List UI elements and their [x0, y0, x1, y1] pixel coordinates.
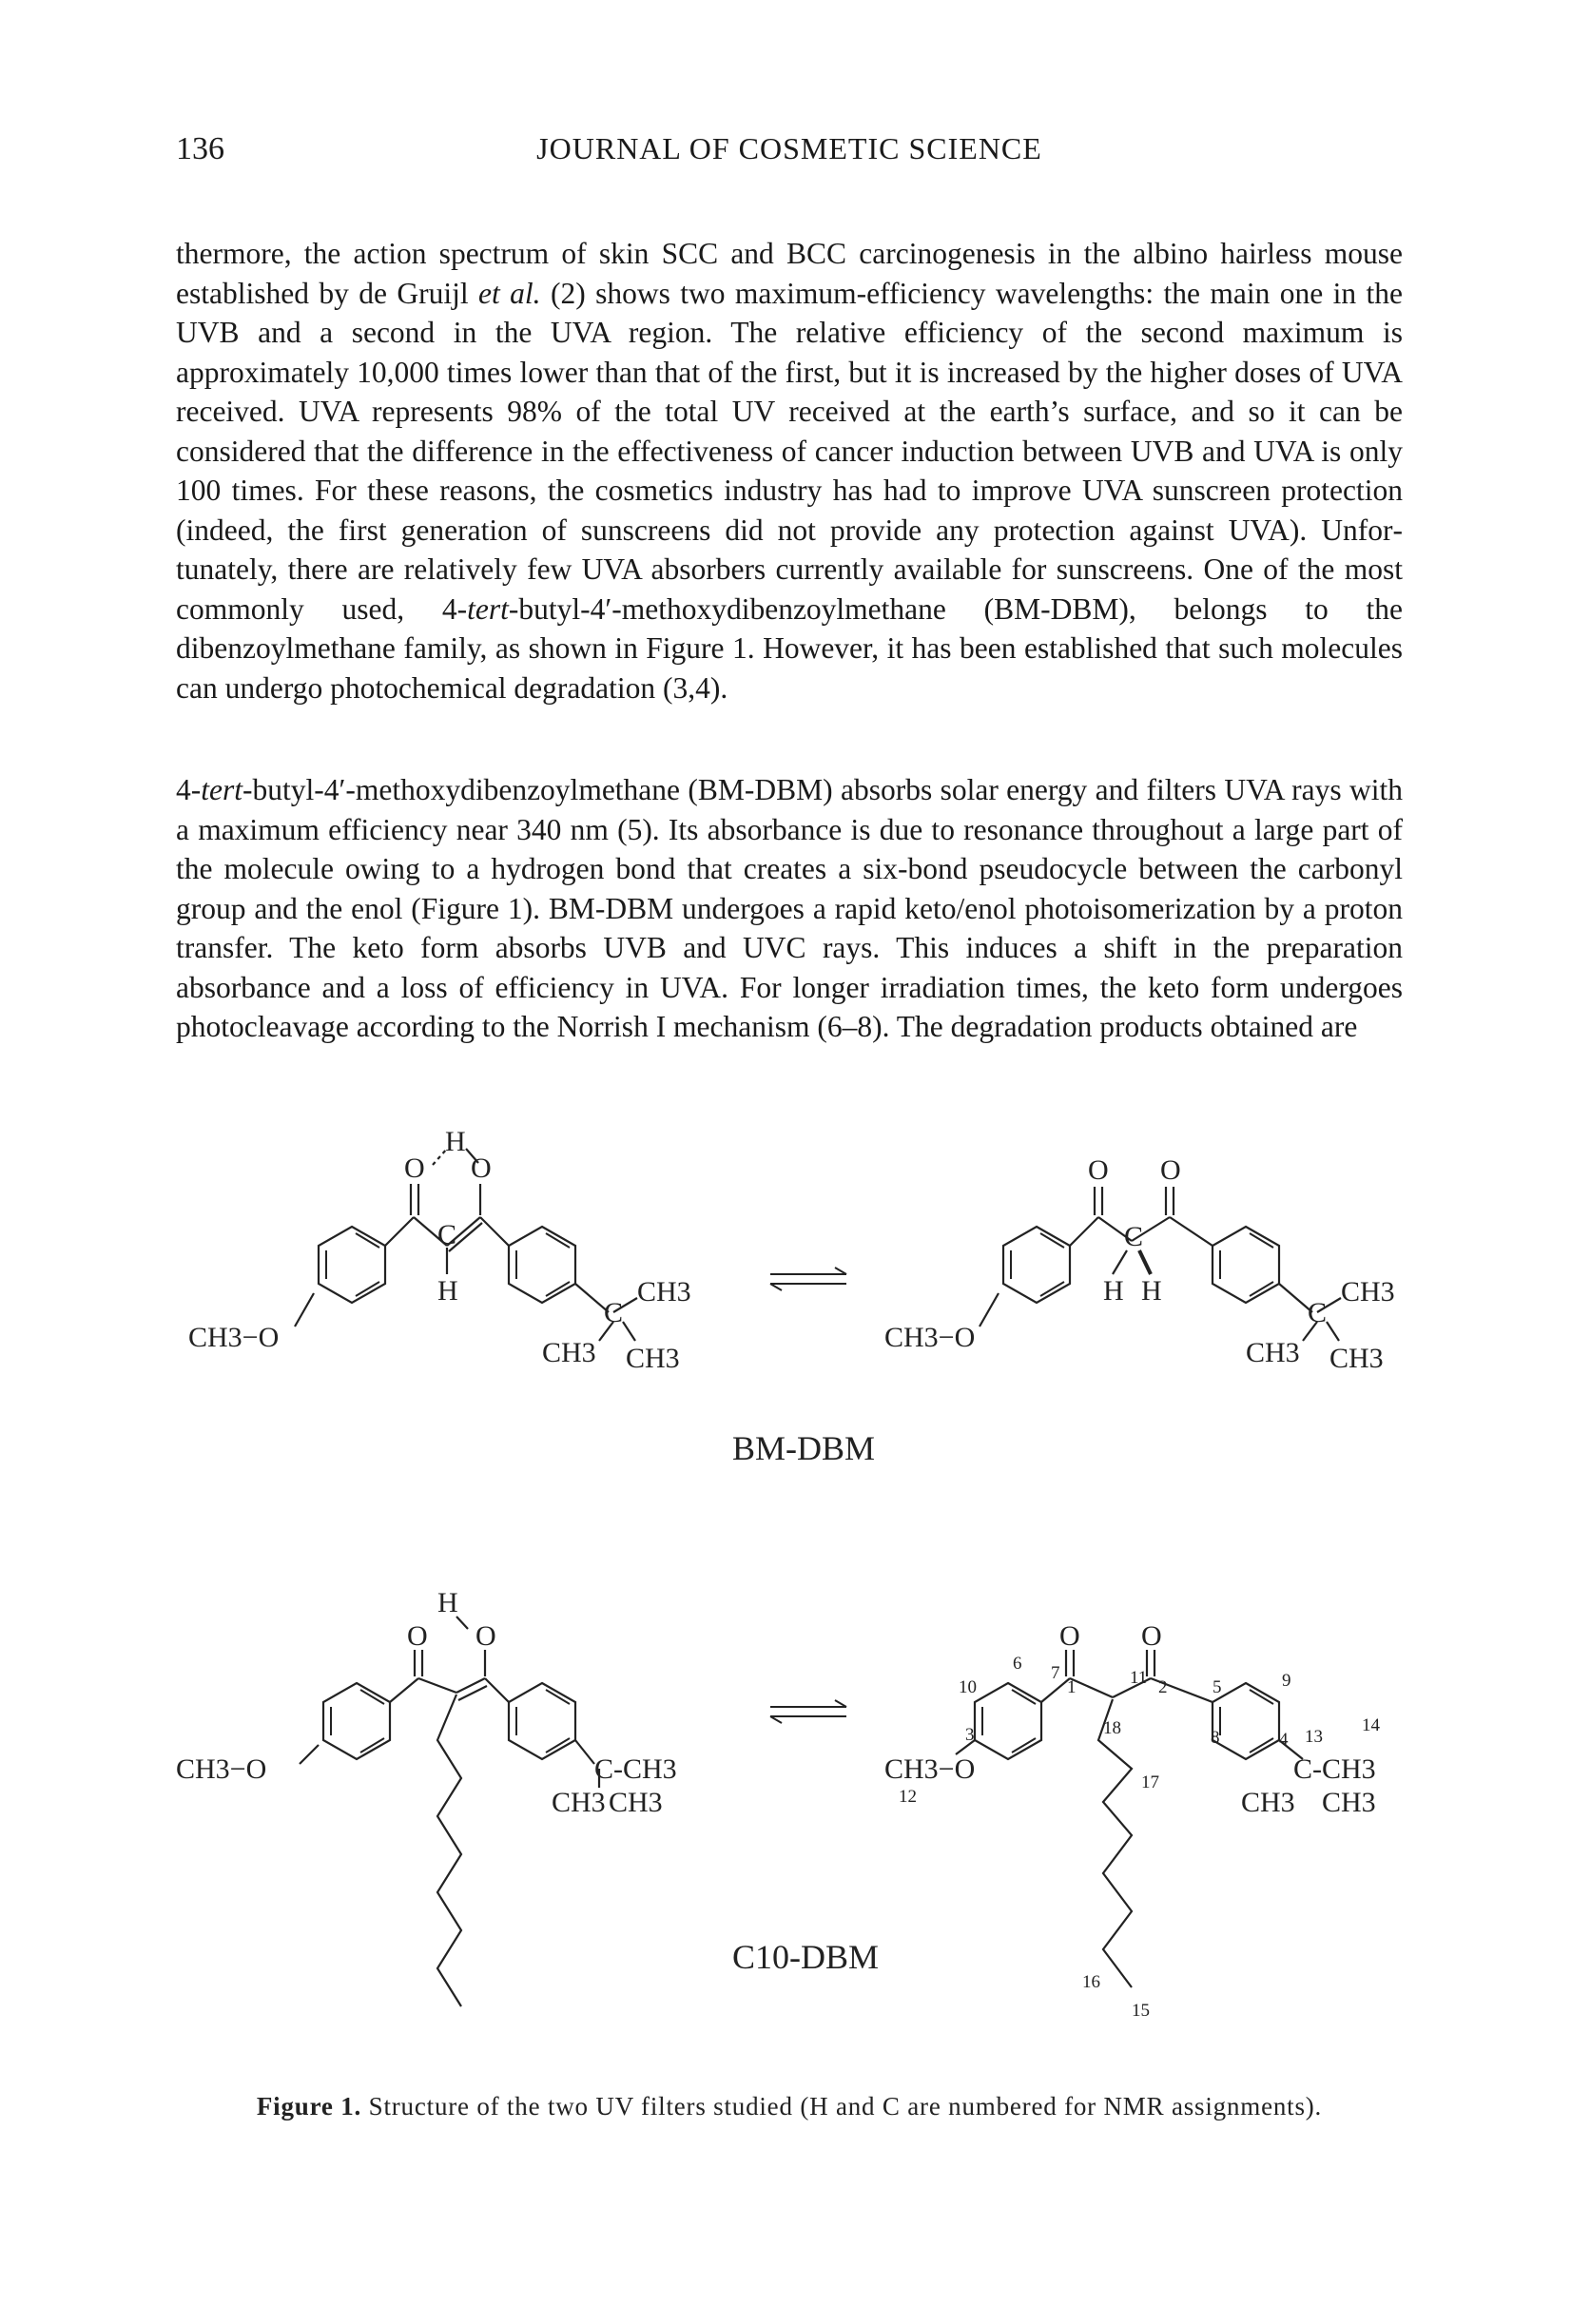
nmr-number: 12	[899, 1787, 917, 1807]
atom-label: O	[407, 1620, 428, 1652]
text-run: thermore, the action spectrum of skin SCC and BCC carcinogenesis in the albino hairless mouse established by de Gruijl	[176, 237, 1403, 310]
text-run: -butyl-4′-methoxydibenzoylmethane (BM-DBM) absorbs solar energy and filters UVA rays with a maximum efficiency near 340 nm (5). Its absorbance is due to resonance throughout a large part of the molecule owing to a hydrogen bond that creates a six-bond pseudocycle between the carbonyl group and the enol (Figure 1). BM-DBM undergoes a rapid keto/enol photoisomerization by a proton transfer. The keto form absorbs UVB and UVC rays. This induces a shift in the preparation absorbance and a loss of efficiency in UVA. For longer irradiation times, the keto form undergoes photocleavage according to the Norrish I mechanism (6–8). The degradation products obtained are	[176, 773, 1403, 1043]
atom-label: O	[475, 1620, 496, 1652]
paragraph-2	[176, 770, 1403, 1047]
nmr-number: 6	[1013, 1654, 1022, 1674]
c10-dbm-keto-structure	[956, 1650, 1303, 1987]
atom-label: O	[1059, 1620, 1080, 1652]
atom-label: H	[1103, 1275, 1124, 1307]
atom-label: C-CH3	[1293, 1753, 1376, 1785]
nmr-number: 5	[1213, 1677, 1222, 1697]
atom-label: CH3−O	[884, 1322, 976, 1353]
atom-label: CH3	[1341, 1276, 1395, 1307]
nmr-number: 10	[959, 1677, 977, 1697]
nmr-number: 14	[1362, 1715, 1380, 1735]
atom-label: C-CH3	[594, 1753, 677, 1785]
equilibrium-arrow-top	[770, 1268, 846, 1290]
nmr-number: 3	[965, 1725, 975, 1745]
atom-label: CH3	[609, 1787, 663, 1818]
bm-dbm-enol-structure	[295, 1149, 637, 1341]
atom-label: C	[437, 1219, 457, 1250]
c10-dbm-enol-labels	[176, 1587, 677, 1818]
journal-title: JOURNAL OF COSMETIC SCIENCE	[536, 131, 1042, 165]
atom-label: O	[1160, 1154, 1181, 1186]
atom-label: CH3	[1241, 1787, 1295, 1818]
page-number: 136	[176, 131, 224, 166]
italic-run: tert	[201, 773, 243, 806]
nmr-number: 7	[1051, 1663, 1060, 1683]
atom-label: CH3	[552, 1787, 606, 1818]
nmr-number: 9	[1282, 1671, 1291, 1691]
italic-run: tert	[467, 591, 509, 626]
bm-dbm-keto-labels	[884, 1154, 1395, 1374]
atom-label: CH3	[626, 1343, 680, 1374]
nmr-number: 18	[1103, 1718, 1121, 1738]
atom-label: H	[445, 1132, 466, 1157]
atom-label: O	[471, 1152, 492, 1184]
c10-dbm-keto-labels	[884, 1620, 1376, 1818]
atom-label: H	[437, 1275, 458, 1307]
nmr-number: 4	[1279, 1730, 1289, 1750]
text-run: -butyl-4′-methoxydibenzoylmethane (BM-DBM), belongs to the dibenzoylmethane family, as shown in Figure 1. However, it has been established that such molecules can undergo photochemical degradation (3,4).	[176, 591, 1403, 705]
nmr-number: 13	[1305, 1727, 1323, 1747]
c10-dbm-label: C10-DBM	[732, 1938, 880, 1976]
figure-1	[162, 1132, 1417, 2082]
atom-label: CH3	[542, 1337, 596, 1368]
atom-label: CH3	[1329, 1343, 1384, 1374]
bm-dbm-keto-structure	[980, 1187, 1341, 1341]
figure-caption-label: Figure 1.	[256, 2092, 362, 2121]
nmr-number: 11	[1130, 1668, 1148, 1688]
atom-label: H	[1141, 1275, 1162, 1307]
page-header	[176, 131, 1403, 179]
atom-label: CH3	[1322, 1787, 1376, 1818]
chemical-structures	[162, 1132, 1417, 2082]
nmr-number: 17	[1141, 1772, 1159, 1792]
atom-label: C	[604, 1297, 624, 1328]
text-run: (2) shows two maximum-efficiency wavelengths: the main one in the UVB and a second in the UVA region. The relative efficiency of the second maximum is approximately 10,000 times lower than that of the first, but it is increased by the higher doses of UVA received. UVA represents 98% of the total UV received at the earth’s surface, and so it can be considered that the difference in the effectiveness of cancer induction between UVB and UVA is only 100 times. For these reasons, the cosmetics industry has had to improve UVA sunscreen protection (indeed, the first generation of sunscreens did not provide any protection against UVA). Unfortunately, there are relatively few UVA absorbers currently available for sunscreens. One of the most commonly used, 4-	[176, 276, 1403, 626]
nmr-numbers	[899, 1654, 1381, 2021]
paragraph-1	[176, 234, 1403, 707]
bm-dbm-label: BM-DBM	[732, 1429, 876, 1467]
figure-caption-text: Structure of the two UV filters studied (H and C are numbered for NMR assignments).	[361, 2092, 1323, 2121]
atom-label: C	[1308, 1297, 1328, 1328]
atom-label: O	[1141, 1620, 1162, 1652]
text-run: 4-	[176, 773, 202, 806]
nmr-number: 1	[1067, 1677, 1077, 1697]
italic-run: et al.	[478, 276, 541, 310]
atom-label: O	[1088, 1154, 1109, 1186]
nmr-number: 8	[1211, 1728, 1220, 1748]
equilibrium-arrow-bottom	[770, 1700, 846, 1723]
atom-label: CH3	[637, 1276, 691, 1307]
nmr-number: 16	[1082, 1972, 1100, 1992]
atom-label: CH3−O	[176, 1753, 267, 1785]
bm-dbm-enol-labels	[188, 1132, 691, 1374]
atom-label: O	[404, 1152, 425, 1184]
atom-label: CH3−O	[884, 1753, 976, 1785]
nmr-number: 15	[1132, 2001, 1150, 2021]
atom-label: H	[437, 1587, 458, 1618]
atom-label: C	[1124, 1221, 1144, 1252]
atom-label: CH3	[1246, 1337, 1300, 1368]
nmr-number: 2	[1158, 1677, 1168, 1697]
atom-label: CH3−O	[188, 1322, 280, 1353]
figure-caption	[176, 2092, 1403, 2121]
